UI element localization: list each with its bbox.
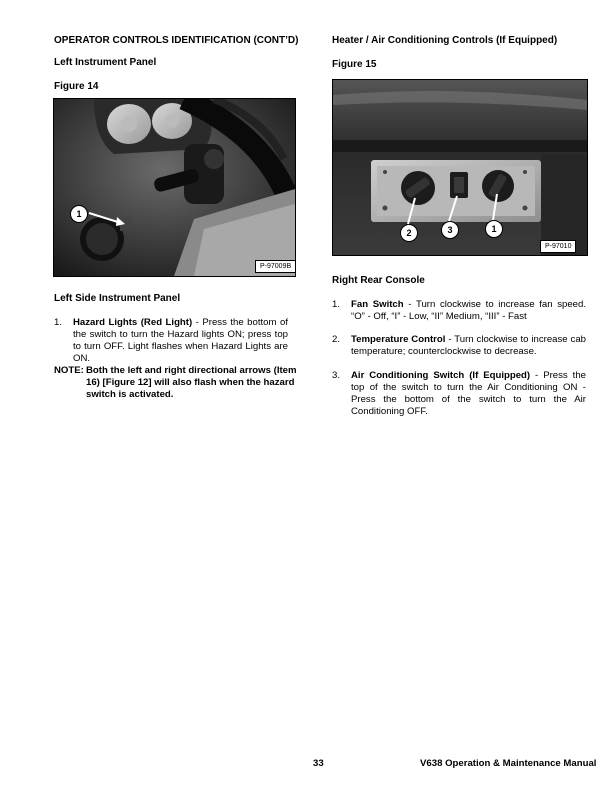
callout-1: 1 bbox=[70, 205, 88, 223]
left-instrument-panel-photo bbox=[53, 98, 296, 277]
callout-1-hvac: 1 bbox=[485, 220, 503, 238]
item-number: 3. bbox=[332, 370, 341, 381]
section-title: OPERATOR CONTROLS IDENTIFICATION (CONT’D) bbox=[54, 35, 299, 46]
note-label: NOTE: bbox=[54, 365, 84, 376]
item-title: Air Conditioning Switch (If Equipped) bbox=[351, 370, 531, 381]
panel-heading: Left Side Instrument Panel bbox=[54, 293, 181, 304]
console-heading: Right Rear Console bbox=[332, 275, 425, 286]
item-text: - Turn clockwise to increase cab temperature; counterclockwise to decrease. bbox=[351, 334, 587, 357]
item-title: Fan Switch bbox=[351, 299, 404, 310]
item-body bbox=[351, 334, 586, 358]
callout-3: 3 bbox=[441, 221, 459, 239]
photo-code-hvac: P-97010 bbox=[540, 240, 576, 253]
subsection-title: Left Instrument Panel bbox=[54, 57, 157, 68]
item-title: Temperature Control bbox=[351, 334, 446, 345]
figure-14-label: Figure 14 bbox=[54, 81, 99, 92]
page-number: 33 bbox=[313, 758, 324, 769]
item-text: - Press the top of the switch to turn the Air Conditioning ON - Press the bottom of the switch to turn the Air Conditioning OFF. bbox=[351, 370, 586, 417]
list-item bbox=[332, 299, 586, 325]
item-text: - Press the bottom of the switch to turn the Hazard lights ON; press top to turn OFF. Light flashes when Hazard Lights are ON. bbox=[73, 317, 289, 364]
hvac-section-title: Heater / Air Conditioning Controls (If Equipped) bbox=[332, 35, 558, 46]
item-title: Hazard Lights (Red Light) bbox=[73, 317, 193, 328]
callout-2: 2 bbox=[400, 224, 418, 242]
list-item bbox=[332, 370, 586, 420]
list-item bbox=[54, 317, 289, 364]
item-body bbox=[351, 299, 586, 323]
item-body bbox=[351, 370, 586, 418]
item-text: - Turn clockwise to increase fan speed. “O” - Off, “I” - Low, “II” Medium, “III” - Fast bbox=[351, 299, 586, 322]
item-body bbox=[73, 317, 288, 365]
dashboard-illustration bbox=[54, 99, 295, 276]
note-text: Both the left and right directional arrows (Item 16) [Figure 12] will also flash when the hazard switch is activated. bbox=[86, 365, 297, 400]
item-number: 1. bbox=[54, 317, 63, 328]
photo-code: P-97009B bbox=[255, 260, 296, 273]
figure-15-label: Figure 15 bbox=[332, 59, 377, 70]
callout-arrows bbox=[333, 80, 587, 255]
manual-title: V638 Operation & Maintenance Manual bbox=[420, 758, 597, 769]
callout-arrow bbox=[87, 209, 127, 229]
list-item bbox=[332, 334, 586, 360]
hvac-controls-photo bbox=[332, 79, 588, 256]
item-number: 1. bbox=[332, 299, 341, 310]
item-number: 2. bbox=[332, 334, 341, 345]
